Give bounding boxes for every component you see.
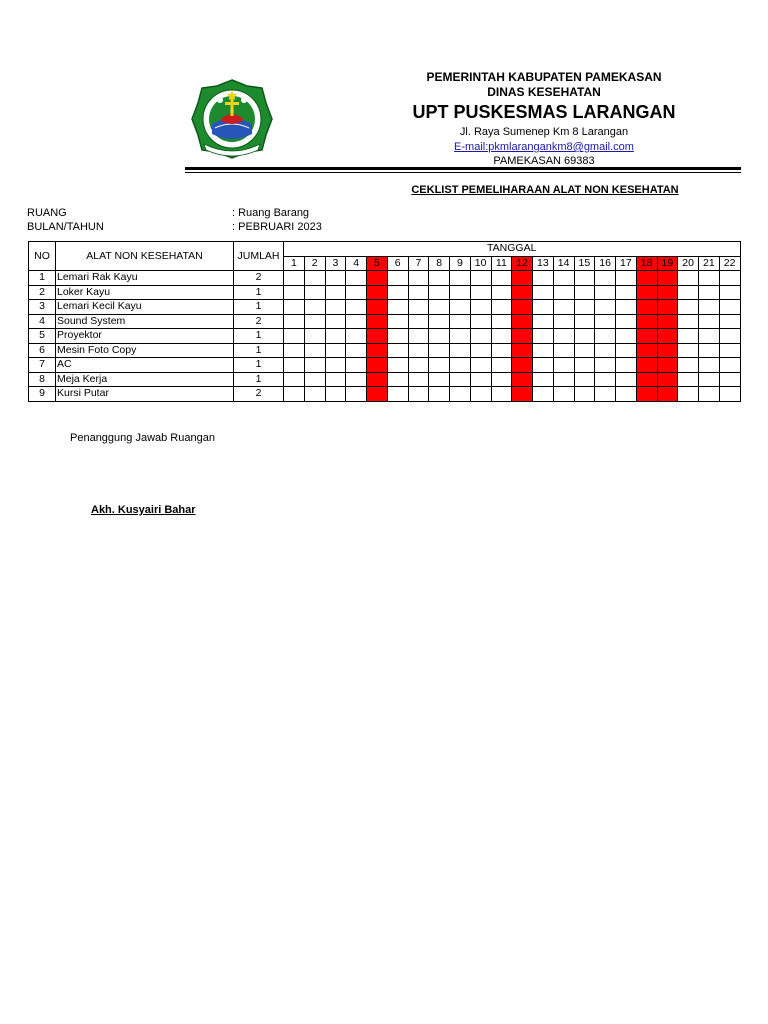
check-cell-date-12[interactable]: [512, 314, 533, 329]
check-cell-date-20[interactable]: [678, 300, 699, 315]
check-cell-date-9[interactable]: [450, 372, 471, 387]
check-cell-date-17[interactable]: [616, 314, 637, 329]
check-cell-date-2[interactable]: [304, 271, 325, 286]
header-no: NO: [29, 242, 56, 271]
check-cell-date-6[interactable]: [387, 343, 408, 358]
check-cell-date-16[interactable]: [595, 314, 616, 329]
date-header-22: 22: [719, 256, 740, 271]
check-cell-date-19[interactable]: [657, 372, 678, 387]
city-postcode: PAMEKASAN 69383: [493, 155, 595, 167]
date-header-4: 4: [346, 256, 367, 271]
department-name: DINAS KESEHATAN: [487, 85, 601, 99]
check-cell-date-2[interactable]: [304, 300, 325, 315]
row-item-name: Mesin Foto Copy: [56, 343, 234, 358]
check-cell-date-12[interactable]: [512, 372, 533, 387]
check-cell-date-19[interactable]: [657, 343, 678, 358]
check-cell-date-8[interactable]: [429, 300, 450, 315]
period-label: BULAN/TAHUN: [27, 221, 104, 233]
check-cell-date-2[interactable]: [304, 285, 325, 300]
check-cell-date-3[interactable]: [325, 285, 346, 300]
check-cell-date-17[interactable]: [616, 387, 637, 402]
check-cell-date-15[interactable]: [574, 372, 595, 387]
check-cell-date-21[interactable]: [699, 314, 720, 329]
check-cell-date-10[interactable]: [470, 387, 491, 402]
check-cell-date-3[interactable]: [325, 372, 346, 387]
check-cell-date-9[interactable]: [450, 329, 471, 344]
check-cell-date-14[interactable]: [553, 358, 574, 373]
check-cell-date-21[interactable]: [699, 387, 720, 402]
check-cell-date-14[interactable]: [553, 343, 574, 358]
check-cell-date-2[interactable]: [304, 387, 325, 402]
check-cell-date-8[interactable]: [429, 387, 450, 402]
row-quantity: 2: [234, 387, 284, 402]
date-header-13: 13: [533, 256, 554, 271]
row-item-name: Sound System: [56, 314, 234, 329]
check-cell-date-13[interactable]: [533, 343, 554, 358]
maintenance-checklist-table: [28, 241, 741, 402]
check-cell-date-1[interactable]: [284, 271, 305, 286]
check-cell-date-2[interactable]: [304, 372, 325, 387]
check-cell-date-4[interactable]: [346, 329, 367, 344]
check-cell-date-2[interactable]: [304, 343, 325, 358]
row-number: 1: [29, 271, 56, 286]
email-link[interactable]: E-mail:pkmlarangankm8@gmail.com: [454, 141, 634, 153]
check-cell-date-16[interactable]: [595, 285, 616, 300]
date-header-21: 21: [699, 256, 720, 271]
check-cell-date-17[interactable]: [616, 271, 637, 286]
period-value: : PEBRUARI 2023: [232, 221, 322, 233]
check-cell-date-19[interactable]: [657, 387, 678, 402]
check-cell-date-2[interactable]: [304, 314, 325, 329]
row-number: 7: [29, 358, 56, 373]
check-cell-date-8[interactable]: [429, 285, 450, 300]
room-label: RUANG: [27, 207, 67, 219]
check-cell-date-20[interactable]: [678, 314, 699, 329]
check-cell-date-9[interactable]: [450, 387, 471, 402]
table-row: [29, 387, 741, 402]
row-number: 4: [29, 314, 56, 329]
check-cell-date-20[interactable]: [678, 285, 699, 300]
check-cell-date-19[interactable]: [657, 314, 678, 329]
check-cell-date-20[interactable]: [678, 387, 699, 402]
check-cell-date-7[interactable]: [408, 285, 429, 300]
check-cell-date-22[interactable]: [719, 372, 740, 387]
check-cell-date-13[interactable]: [533, 300, 554, 315]
check-cell-date-14[interactable]: [553, 300, 574, 315]
check-cell-date-15[interactable]: [574, 314, 595, 329]
check-cell-date-18[interactable]: [636, 329, 657, 344]
check-cell-date-6[interactable]: [387, 372, 408, 387]
check-cell-date-21[interactable]: [699, 329, 720, 344]
check-cell-date-18[interactable]: [636, 358, 657, 373]
check-cell-date-22[interactable]: [719, 271, 740, 286]
header-date-group: TANGGAL: [284, 242, 741, 257]
check-cell-date-20[interactable]: [678, 343, 699, 358]
row-quantity: 2: [234, 271, 284, 286]
check-cell-date-15[interactable]: [574, 285, 595, 300]
check-cell-date-21[interactable]: [699, 343, 720, 358]
check-cell-date-1[interactable]: [284, 372, 305, 387]
check-cell-date-4[interactable]: [346, 271, 367, 286]
check-cell-date-5[interactable]: [367, 271, 388, 286]
check-cell-date-6[interactable]: [387, 314, 408, 329]
check-cell-date-22[interactable]: [719, 285, 740, 300]
check-cell-date-6[interactable]: [387, 329, 408, 344]
check-cell-date-5[interactable]: [367, 300, 388, 315]
date-header-15: 15: [574, 256, 595, 271]
check-cell-date-20[interactable]: [678, 329, 699, 344]
header-item: ALAT NON KESEHATAN: [56, 242, 234, 271]
row-quantity: 1: [234, 358, 284, 373]
room-value: : Ruang Barang: [232, 207, 310, 219]
check-cell-date-22[interactable]: [719, 343, 740, 358]
check-cell-date-15[interactable]: [574, 358, 595, 373]
table-row: [29, 314, 741, 329]
check-cell-date-10[interactable]: [470, 358, 491, 373]
check-cell-date-19[interactable]: [657, 271, 678, 286]
table-row: [29, 271, 741, 286]
check-cell-date-3[interactable]: [325, 300, 346, 315]
check-cell-date-12[interactable]: [512, 329, 533, 344]
check-cell-date-5[interactable]: [367, 358, 388, 373]
check-cell-date-12[interactable]: [512, 271, 533, 286]
check-cell-date-6[interactable]: [387, 285, 408, 300]
signature-name: Akh. Kusyairi Bahar: [91, 504, 196, 516]
regency-coat-of-arms-icon: [190, 78, 274, 160]
institution-name: UPT PUSKESMAS LARANGAN: [412, 102, 676, 122]
document-title: CEKLIST PEMELIHARAAN ALAT NON KESEHATAN: [411, 184, 679, 196]
check-cell-date-8[interactable]: [429, 329, 450, 344]
check-cell-date-11[interactable]: [491, 271, 512, 286]
check-cell-date-10[interactable]: [470, 329, 491, 344]
row-item-name: Lemari Kecil Kayu: [56, 300, 234, 315]
check-cell-date-19[interactable]: [657, 300, 678, 315]
check-cell-date-11[interactable]: [491, 329, 512, 344]
check-cell-date-18[interactable]: [636, 300, 657, 315]
check-cell-date-8[interactable]: [429, 314, 450, 329]
check-cell-date-1[interactable]: [284, 329, 305, 344]
check-cell-date-4[interactable]: [346, 343, 367, 358]
check-cell-date-7[interactable]: [408, 372, 429, 387]
check-cell-date-14[interactable]: [553, 285, 574, 300]
check-cell-date-15[interactable]: [574, 343, 595, 358]
date-header-10: 10: [470, 256, 491, 271]
check-cell-date-7[interactable]: [408, 329, 429, 344]
check-cell-date-3[interactable]: [325, 387, 346, 402]
date-header-7: 7: [408, 256, 429, 271]
date-header-9: 9: [450, 256, 471, 271]
check-cell-date-13[interactable]: [533, 329, 554, 344]
row-item-name: Loker Kayu: [56, 285, 234, 300]
date-header-17: 17: [616, 256, 637, 271]
date-header-5: 5: [367, 256, 388, 271]
check-cell-date-4[interactable]: [346, 387, 367, 402]
check-cell-date-5[interactable]: [367, 387, 388, 402]
row-item-name: Meja Kerja: [56, 372, 234, 387]
row-quantity: 1: [234, 372, 284, 387]
check-cell-date-6[interactable]: [387, 300, 408, 315]
check-cell-date-3[interactable]: [325, 343, 346, 358]
check-cell-date-10[interactable]: [470, 285, 491, 300]
check-cell-date-1[interactable]: [284, 285, 305, 300]
table-row: [29, 372, 741, 387]
check-cell-date-16[interactable]: [595, 300, 616, 315]
row-number: 5: [29, 329, 56, 344]
check-cell-date-8[interactable]: [429, 271, 450, 286]
check-cell-date-8[interactable]: [429, 372, 450, 387]
check-cell-date-8[interactable]: [429, 343, 450, 358]
row-number: 8: [29, 372, 56, 387]
check-cell-date-11[interactable]: [491, 314, 512, 329]
check-cell-date-3[interactable]: [325, 329, 346, 344]
check-cell-date-13[interactable]: [533, 285, 554, 300]
check-cell-date-7[interactable]: [408, 343, 429, 358]
check-cell-date-11[interactable]: [491, 300, 512, 315]
check-cell-date-7[interactable]: [408, 271, 429, 286]
check-cell-date-3[interactable]: [325, 271, 346, 286]
row-number: 9: [29, 387, 56, 402]
header-divider-thin: [185, 172, 741, 173]
check-cell-date-17[interactable]: [616, 329, 637, 344]
check-cell-date-9[interactable]: [450, 314, 471, 329]
check-cell-date-21[interactable]: [699, 300, 720, 315]
check-cell-date-7[interactable]: [408, 314, 429, 329]
row-item-name: Proyektor: [56, 329, 234, 344]
check-cell-date-14[interactable]: [553, 387, 574, 402]
check-cell-date-14[interactable]: [553, 271, 574, 286]
check-cell-date-5[interactable]: [367, 314, 388, 329]
row-quantity: 1: [234, 300, 284, 315]
check-cell-date-7[interactable]: [408, 358, 429, 373]
check-cell-date-21[interactable]: [699, 372, 720, 387]
check-cell-date-12[interactable]: [512, 285, 533, 300]
date-header-3: 3: [325, 256, 346, 271]
check-cell-date-10[interactable]: [470, 343, 491, 358]
check-cell-date-9[interactable]: [450, 343, 471, 358]
check-cell-date-13[interactable]: [533, 358, 554, 373]
check-cell-date-1[interactable]: [284, 343, 305, 358]
check-cell-date-16[interactable]: [595, 329, 616, 344]
check-cell-date-3[interactable]: [325, 358, 346, 373]
date-header-14: 14: [553, 256, 574, 271]
check-cell-date-20[interactable]: [678, 372, 699, 387]
check-cell-date-21[interactable]: [699, 271, 720, 286]
check-cell-date-11[interactable]: [491, 285, 512, 300]
check-cell-date-17[interactable]: [616, 285, 637, 300]
check-cell-date-17[interactable]: [616, 358, 637, 373]
check-cell-date-13[interactable]: [533, 271, 554, 286]
check-cell-date-5[interactable]: [367, 329, 388, 344]
check-cell-date-16[interactable]: [595, 387, 616, 402]
check-cell-date-12[interactable]: [512, 300, 533, 315]
check-cell-date-21[interactable]: [699, 285, 720, 300]
check-cell-date-6[interactable]: [387, 387, 408, 402]
check-cell-date-4[interactable]: [346, 372, 367, 387]
date-header-20: 20: [678, 256, 699, 271]
check-cell-date-4[interactable]: [346, 358, 367, 373]
row-quantity: 1: [234, 343, 284, 358]
date-header-16: 16: [595, 256, 616, 271]
check-cell-date-1[interactable]: [284, 358, 305, 373]
row-quantity: 1: [234, 329, 284, 344]
check-cell-date-15[interactable]: [574, 271, 595, 286]
check-cell-date-4[interactable]: [346, 314, 367, 329]
check-cell-date-18[interactable]: [636, 343, 657, 358]
date-header-1: 1: [284, 256, 305, 271]
date-header-19: 19: [657, 256, 678, 271]
check-cell-date-1[interactable]: [284, 314, 305, 329]
check-cell-date-17[interactable]: [616, 300, 637, 315]
check-cell-date-19[interactable]: [657, 358, 678, 373]
check-cell-date-18[interactable]: [636, 271, 657, 286]
check-cell-date-6[interactable]: [387, 271, 408, 286]
check-cell-date-12[interactable]: [512, 358, 533, 373]
check-cell-date-9[interactable]: [450, 285, 471, 300]
check-cell-date-5[interactable]: [367, 343, 388, 358]
check-cell-date-14[interactable]: [553, 329, 574, 344]
check-cell-date-16[interactable]: [595, 343, 616, 358]
check-cell-date-18[interactable]: [636, 285, 657, 300]
date-header-18: 18: [636, 256, 657, 271]
check-cell-date-18[interactable]: [636, 314, 657, 329]
government-name: PEMERINTAH KABUPATEN PAMEKASAN: [426, 70, 662, 84]
row-number: 2: [29, 285, 56, 300]
signature-label: Penanggung Jawab Ruangan: [70, 432, 215, 444]
date-header-6: 6: [387, 256, 408, 271]
check-cell-date-22[interactable]: [719, 314, 740, 329]
check-cell-date-10[interactable]: [470, 271, 491, 286]
check-cell-date-22[interactable]: [719, 300, 740, 315]
check-cell-date-5[interactable]: [367, 285, 388, 300]
check-cell-date-22[interactable]: [719, 387, 740, 402]
check-cell-date-4[interactable]: [346, 285, 367, 300]
check-cell-date-20[interactable]: [678, 271, 699, 286]
check-cell-date-11[interactable]: [491, 372, 512, 387]
check-cell-date-11[interactable]: [491, 387, 512, 402]
check-cell-date-13[interactable]: [533, 372, 554, 387]
row-quantity: 1: [234, 285, 284, 300]
check-cell-date-1[interactable]: [284, 300, 305, 315]
check-cell-date-7[interactable]: [408, 387, 429, 402]
table-row: [29, 358, 741, 373]
check-cell-date-18[interactable]: [636, 387, 657, 402]
check-cell-date-10[interactable]: [470, 372, 491, 387]
check-cell-date-20[interactable]: [678, 358, 699, 373]
check-cell-date-13[interactable]: [533, 387, 554, 402]
check-cell-date-5[interactable]: [367, 372, 388, 387]
check-cell-date-8[interactable]: [429, 358, 450, 373]
table-row: [29, 329, 741, 344]
check-cell-date-19[interactable]: [657, 329, 678, 344]
check-cell-date-10[interactable]: [470, 314, 491, 329]
check-cell-date-12[interactable]: [512, 387, 533, 402]
check-cell-date-14[interactable]: [553, 314, 574, 329]
check-cell-date-3[interactable]: [325, 314, 346, 329]
check-cell-date-16[interactable]: [595, 271, 616, 286]
check-cell-date-7[interactable]: [408, 300, 429, 315]
table-row: [29, 300, 741, 315]
date-header-2: 2: [304, 256, 325, 271]
check-cell-date-2[interactable]: [304, 329, 325, 344]
check-cell-date-9[interactable]: [450, 271, 471, 286]
check-cell-date-13[interactable]: [533, 314, 554, 329]
check-cell-date-21[interactable]: [699, 358, 720, 373]
row-item-name: Lemari Rak Kayu: [56, 271, 234, 286]
check-cell-date-17[interactable]: [616, 372, 637, 387]
check-cell-date-14[interactable]: [553, 372, 574, 387]
row-number: 6: [29, 343, 56, 358]
check-cell-date-9[interactable]: [450, 300, 471, 315]
check-cell-date-15[interactable]: [574, 300, 595, 315]
row-quantity: 2: [234, 314, 284, 329]
table-row: [29, 285, 741, 300]
check-cell-date-1[interactable]: [284, 387, 305, 402]
check-cell-date-10[interactable]: [470, 300, 491, 315]
check-cell-date-19[interactable]: [657, 285, 678, 300]
table-row: [29, 343, 741, 358]
date-header-11: 11: [491, 256, 512, 271]
row-item-name: AC: [56, 358, 234, 373]
header-qty: JUMLAH: [234, 242, 284, 271]
check-cell-date-12[interactable]: [512, 343, 533, 358]
row-number: 3: [29, 300, 56, 315]
check-cell-date-11[interactable]: [491, 358, 512, 373]
header-divider-thick: [185, 167, 741, 170]
check-cell-date-18[interactable]: [636, 372, 657, 387]
check-cell-date-16[interactable]: [595, 358, 616, 373]
check-cell-date-16[interactable]: [595, 372, 616, 387]
check-cell-date-2[interactable]: [304, 358, 325, 373]
check-cell-date-22[interactable]: [719, 329, 740, 344]
row-item-name: Kursi Putar: [56, 387, 234, 402]
date-header-8: 8: [429, 256, 450, 271]
check-cell-date-15[interactable]: [574, 329, 595, 344]
check-cell-date-17[interactable]: [616, 343, 637, 358]
check-cell-date-22[interactable]: [719, 358, 740, 373]
check-cell-date-4[interactable]: [346, 300, 367, 315]
check-cell-date-15[interactable]: [574, 387, 595, 402]
check-cell-date-9[interactable]: [450, 358, 471, 373]
check-cell-date-11[interactable]: [491, 343, 512, 358]
address: Jl. Raya Sumenep Km 8 Larangan: [459, 126, 629, 138]
check-cell-date-6[interactable]: [387, 358, 408, 373]
date-header-12: 12: [512, 256, 533, 271]
